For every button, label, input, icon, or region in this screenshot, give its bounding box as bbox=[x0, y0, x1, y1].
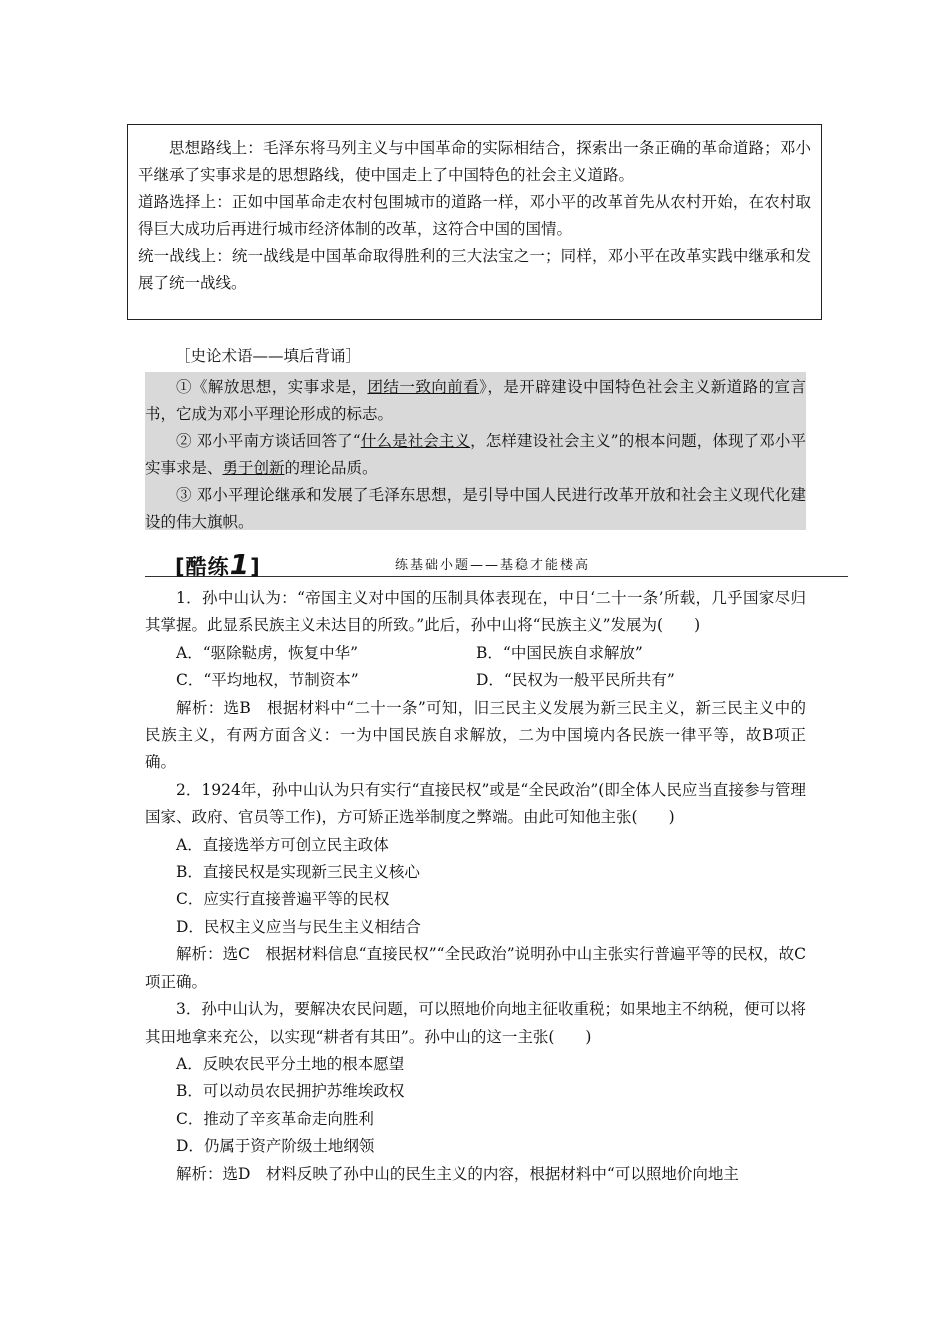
q1-option-d: D．“民权为一般平民所共有” bbox=[476, 671, 675, 690]
q3-option-d: D．仍属于资产阶级土地纲领 bbox=[176, 1137, 375, 1156]
q3-stem: 3．孙中山认为，要解决农民问题，可以照地价向地主征收重税；如果地主不纳税，便可以将其田地拿来充公，以实现“耕者有其田”。孙中山的这一主张( ) bbox=[145, 1000, 806, 1046]
q3-option-b: B．可以动员农民拥护苏维埃政权 bbox=[176, 1082, 405, 1101]
terms-box bbox=[145, 372, 806, 530]
banner-label: [酷练1] bbox=[175, 548, 261, 581]
term-1: ①《解放思想，实事求是，团结一致向前看》，是开辟建设中国特色社会主义新道路的宣言书，它成为邓小平理论形成的标志。 bbox=[145, 378, 806, 423]
q2-stem: 2．1924年，孙中山认为只有实行“直接民权”或是“全民政治”(即全体人民应当直接参与管理国家、政府、官员等工作)，方可矫正选举制度之弊端。由此可知他主张( ) bbox=[145, 780, 806, 827]
q2-option-a: A．直接选举方可创立民主政体 bbox=[176, 835, 389, 854]
q3-analysis: 解析：选D 材料反映了孙中山的民生主义的内容，根据材料中“可以照地价向地主 bbox=[176, 1164, 739, 1183]
q1-options-ab bbox=[145, 640, 806, 667]
section-banner bbox=[145, 548, 848, 581]
q1-option-a: A．“驱除鞑虏，恢复中华” bbox=[176, 643, 359, 662]
q1-stem: 1．孙中山认为：“帝国主义对中国的压制具体表现在，中日‘二十一条’所载，几乎国家尽归其掌握。此显系民族主义未达目的所致。”此后，孙中山将“民族主义”发展为( ) bbox=[145, 589, 806, 635]
q1-option-b: B．“中国民族自求解放” bbox=[476, 643, 643, 662]
term-2-underline: 什么是社会主义 bbox=[360, 432, 471, 450]
q1-option-c: C．“平均地权，节制资本” bbox=[176, 671, 359, 690]
q3-option-a: A．反映农民平分土地的根本愿望 bbox=[176, 1054, 405, 1073]
term-3: ③ 邓小平理论继承和发展了毛泽东思想，是引导中国人民进行改革开放和社会主义现代化建设的伟大旗帜。 bbox=[145, 486, 806, 531]
term-1-underline: 团结一致向前看 bbox=[367, 378, 480, 396]
q2-option-c: C．应实行直接普遍平等的民权 bbox=[176, 890, 390, 909]
q1-analysis: 解析：选B 根据材料中“二十一条”可知，旧三民主义发展为新三民主义，新三民主义中的民族主义，有两方面含义：一为中国民族自求解放，二为中国境内各民族一律平等，故B项正确。 bbox=[145, 698, 806, 772]
summary-line-front: 统一战线上：统一战线是中国革命取得胜利的三大法宝之一；同样，邓小平在改革实践中继承和发展了统一战线。 bbox=[138, 247, 811, 292]
q3-option-c: C．推动了辛亥革命走向胜利 bbox=[176, 1109, 374, 1128]
summary-box bbox=[127, 124, 822, 320]
question-list bbox=[145, 585, 806, 1188]
terms-title: ［史论术语——填后背诵］ bbox=[175, 347, 362, 365]
term-2: ② 邓小平南方谈话回答了“什么是社会主义，怎样建设社会主义”的根本问题，体现了邓小平实事求是、勇于创新的理论品质。 bbox=[145, 432, 806, 477]
summary-line-thought: 思想路线上：毛泽东将马列主义与中国革命的实际相结合，探索出一条正确的革命道路；邓小平继承了实事求是的思想路线，使中国走上了中国特色的社会主义道路。 bbox=[138, 139, 811, 184]
q1-options-cd bbox=[145, 667, 806, 694]
q2-option-d: D．民权主义应当与民生主义相结合 bbox=[176, 917, 421, 936]
banner-subtitle: 练基础小题——基稳才能楼高 bbox=[395, 558, 591, 573]
term-2-underline-2: 勇于创新 bbox=[222, 459, 285, 477]
q2-analysis: 解析：选C 根据材料信息“直接民权”“全民政治”说明孙中山主张实行普遍平等的民权，故C项正确。 bbox=[145, 945, 806, 991]
summary-line-road: 道路选择上：正如中国革命走农村包围城市的道路一样，邓小平的改革首先从农村开始，在农村取得巨大成功后再进行城市经济体制的改革，这符合中国的国情。 bbox=[138, 193, 811, 238]
q2-option-b: B．直接民权是实现新三民主义核心 bbox=[176, 863, 420, 882]
